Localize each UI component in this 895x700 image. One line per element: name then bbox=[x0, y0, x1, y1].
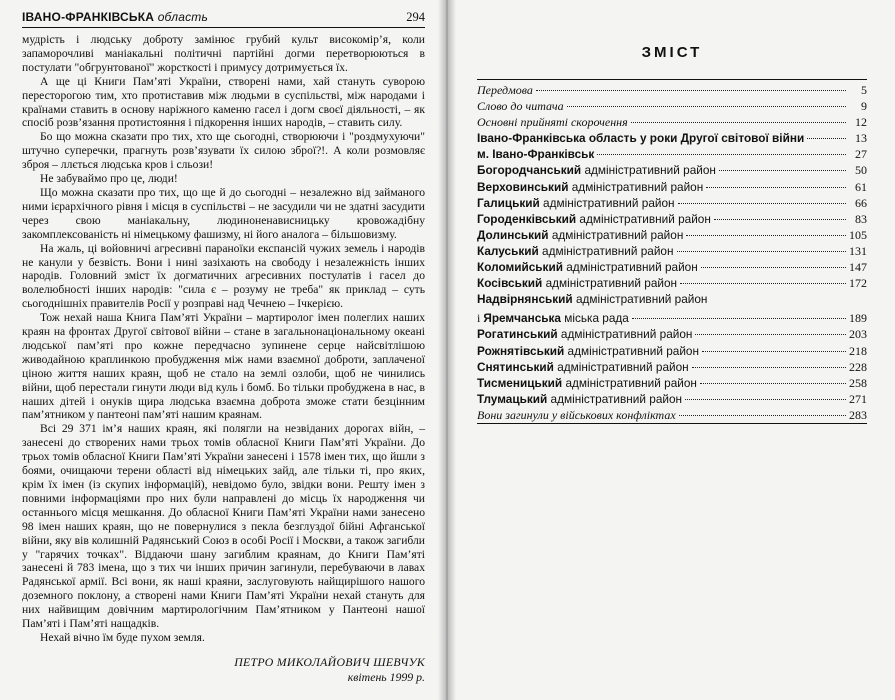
toc-leader-dots bbox=[677, 251, 846, 252]
paragraph: А ще ці Книги Пам’яті України, створені нами, хай стануть суворою пересторогою тим, хто протиставив між людьми в суспільстві, між народами і країнами ставить в основу наріжного каменю гасел і догм своєї діяльності, – як спосіб розв’язання протистояння і підкорення інших народів, – ставить силу. bbox=[22, 74, 425, 130]
toc-leader-dots bbox=[679, 415, 846, 416]
toc-entry[interactable] bbox=[477, 114, 867, 130]
toc-entry-title bbox=[477, 391, 682, 407]
toc-entry-name: Калуський bbox=[477, 243, 539, 258]
toc-entry[interactable] bbox=[477, 391, 867, 407]
paragraph: Не забуваймо про це, люди! bbox=[40, 172, 178, 186]
toc-entry-title bbox=[477, 291, 867, 307]
signature bbox=[22, 655, 425, 685]
toc-entry[interactable] bbox=[477, 82, 867, 98]
toc-leader-dots bbox=[706, 187, 846, 188]
toc-entry-page: 203 bbox=[849, 327, 867, 342]
toc-entry-name: Основні прийняті скорочення bbox=[477, 115, 628, 130]
toc-leader-dots bbox=[700, 383, 846, 384]
signature-name: ПЕТРО МИКОЛАЙОВИЧ ШЕВЧУК bbox=[234, 654, 425, 669]
toc-entry-name: Слово до читача bbox=[477, 99, 564, 114]
toc-leader-dots bbox=[686, 235, 846, 236]
toc-entry-suffix: адміністративний район bbox=[545, 276, 678, 291]
toc-entry-name: Богородчанський bbox=[477, 163, 582, 178]
running-head-region bbox=[22, 10, 208, 24]
toc-entry-page: 105 bbox=[849, 227, 867, 242]
running-head-region-suffix: область bbox=[157, 10, 208, 24]
paragraph: мудрість і людську доброту замінює грубий культ високомір’я, коли запаморочливі маніакальні політичні партійні догми перетворюються в постулати "обгрунтованої" жорсткості і примусу дотримується їх. bbox=[22, 33, 425, 74]
paragraph: Тож нехай наша Книга Пам’яті України – мартиролог імен полеглих наших краян на фронтах Другої світової війни – стане в загальнонаціональному океані людської пам’яті про кожне передчасно зупинене серце найсвітлішою живодайною краплинкою пробудження між нами взаємної доброти, заплаченої ціною життя наших краян, щоб не стало на землі озлоби, щоб не чинились війни, щоб перестали гинути люди від куль і бомб. Бо тільки пробуджена в нас, в наших дітей і онуків щира людська взаємна доброта зможе стати безцінним пам’ятником у пантеоні пам’яті нашим краянам. bbox=[22, 311, 425, 422]
toc-entry-name: Верховинський bbox=[477, 179, 569, 194]
toc-entry-page: 5 bbox=[861, 83, 867, 97]
paragraph: Бо що можна сказати про тих, хто ще сьогодні, створюючи і "роздмухуючи" штучно суперечки, прагнуть розв’язувати їх силою зброї?!. А коли розмовляє зброя – ллється людська кров і сльози! bbox=[22, 130, 425, 172]
toc-entry-prefix: і bbox=[477, 311, 481, 326]
toc-entry-name: м. Івано-Франківськ bbox=[477, 147, 595, 162]
toc-entry[interactable] bbox=[477, 326, 867, 342]
toc-entry-title bbox=[477, 146, 594, 162]
toc-entry[interactable] bbox=[477, 195, 867, 211]
toc-entry-suffix: адміністративний район bbox=[567, 343, 700, 358]
body-text bbox=[22, 33, 425, 645]
toc-entry-suffix: адміністративний район bbox=[550, 391, 683, 406]
toc-entry-title bbox=[477, 98, 564, 114]
toc-entry[interactable] bbox=[477, 407, 867, 423]
toc-entry-name: Долинський bbox=[477, 227, 549, 242]
toc-entry-page: 147 bbox=[849, 260, 867, 275]
toc-entry-name: Рогатинський bbox=[477, 327, 558, 342]
toc-entry-suffix: адміністративний район bbox=[571, 179, 704, 194]
toc-entry-page: 9 bbox=[861, 99, 867, 114]
paragraph: Нехай вічно їм буде пухом земля. bbox=[40, 630, 205, 644]
toc-entry[interactable] bbox=[477, 179, 867, 195]
toc-entry-title bbox=[483, 310, 629, 326]
toc-leader-dots bbox=[701, 267, 846, 268]
toc-entry-page: 50 bbox=[855, 163, 867, 178]
toc-entry-page: 83 bbox=[855, 211, 867, 226]
toc-leader-dots bbox=[719, 170, 846, 171]
book-gutter bbox=[438, 0, 456, 700]
toc-entry-title bbox=[477, 343, 699, 359]
toc-entry-name: Вони загинули у військових конфліктах bbox=[477, 407, 676, 422]
paragraph: На жаль, ці войовничі агресивні параноїки експансій чужих земель і народів не канули у безвість. Вони і нині зазіхають на свободу і незалежність інших народів. Головний зміст їх догматичних агресивних постулатів і гасел до волелюбності інших народів: "сила є – розуму не треба" як приклад – суть сьогоднішніх правителів Росії у розправі над Чечнею – Ічкерією. bbox=[22, 241, 425, 311]
toc-entry-suffix: адміністративний район bbox=[584, 163, 716, 178]
toc-entry-title bbox=[477, 359, 689, 375]
toc-entry-title bbox=[477, 211, 711, 227]
toc-entry-title bbox=[477, 275, 677, 291]
paragraph: Всі 29 371 ім’я наших краян, які полягли на незвіданих дорогах війн, – занесені до створених нами трьох томів обласної Книги Пам’яті України. До трьох томів обласної Книги Пам’яті України занесені і 1578 імен тих, що йшли з боями, очищаючи терени області від німецьких зайд, але тільки ті, про яких, крім їх імен (із скупих інформацій), невідомо було, звідки вони. Решту імен з повними інформаціями про них були направлені до місць їх народження чи останнього місця мешкання. До обласної Книги Пам’яті України нами занесено 98 імен наших краян, що не повернулися з пекла безглуздої бійні Афганської війни, яку вів колишній Радянський Союз в особі Росії і Москви, а також загибли у "гарячих точках". Віддаючи шану загиблим краянам, до Книги Пам’яті занесені й 783 імена, що з тих чи інших причин загинули, перебуваючи в лавах Радянської армії. Всі вони, як наші краяни, заслуговують найщирішого нашого доземного поклону, а створені нами Книги Пам’яті України нехай стануть для них найвищим довічним мартирологічним Пам’ятником у Пантеоні нашої Пам’яті і Пам’яті нащадків. bbox=[22, 422, 425, 631]
toc-entry-name: Косівський bbox=[477, 276, 543, 291]
toc-entry-title bbox=[477, 179, 703, 195]
toc-entry-title bbox=[477, 227, 683, 243]
toc-entry-page: 189 bbox=[849, 311, 867, 326]
toc-leader-dots bbox=[678, 203, 846, 204]
toc-entry[interactable] bbox=[477, 359, 867, 375]
toc-entry-page: 131 bbox=[849, 243, 867, 258]
toc-entry-page: 258 bbox=[849, 375, 867, 390]
toc-entry[interactable] bbox=[477, 162, 867, 178]
toc-entry-page: 12 bbox=[855, 115, 867, 130]
toc-entry-suffix: адміністративний район bbox=[560, 327, 693, 342]
toc-entry-page: 283 bbox=[849, 407, 867, 422]
toc-leader-dots bbox=[567, 106, 846, 107]
toc-entry-suffix: міська рада bbox=[564, 311, 629, 326]
toc-entry-title bbox=[477, 114, 628, 130]
toc-entry-name: Яремчанська bbox=[483, 311, 561, 326]
toc-leader-dots bbox=[536, 90, 846, 91]
toc-entry-suffix: адміністративний район bbox=[575, 292, 708, 307]
toc-entry-suffix: адміністративний район bbox=[566, 260, 698, 275]
toc-entry-page: 172 bbox=[849, 276, 867, 291]
toc-entry-title bbox=[477, 375, 697, 391]
toc-leader-dots bbox=[680, 283, 846, 284]
running-head bbox=[22, 10, 425, 28]
toc-entry-suffix: адміністративний район bbox=[551, 227, 684, 242]
toc-entry-title bbox=[477, 195, 675, 211]
toc-entry-line bbox=[477, 310, 867, 326]
toc-entry[interactable] bbox=[477, 259, 867, 275]
toc-entry-suffix: адміністративний район bbox=[565, 375, 697, 390]
toc-entry[interactable] bbox=[477, 211, 867, 227]
toc-entry-name: Надвірнянський bbox=[477, 292, 573, 307]
toc-entry-name: Тлумацький bbox=[477, 391, 548, 406]
toc-title: ЗМІСТ bbox=[641, 44, 703, 61]
toc-entry-name: Галицький bbox=[477, 195, 540, 210]
toc-entry-page: 271 bbox=[849, 391, 867, 406]
table-of-contents bbox=[477, 79, 867, 424]
toc-leader-dots bbox=[685, 399, 846, 400]
toc-leader-dots bbox=[631, 122, 846, 123]
toc-entry[interactable] bbox=[477, 130, 867, 146]
toc-leader-dots bbox=[702, 351, 846, 352]
toc-entry-page: 66 bbox=[855, 195, 867, 210]
toc-entry-title bbox=[477, 326, 692, 342]
running-head-region-name: ІВАНО-ФРАНКІВСЬКА bbox=[22, 10, 155, 24]
toc-entry-name: Тисменицький bbox=[477, 375, 563, 390]
toc-entry-name: Івано-Франківська область у роки Другої світової війни bbox=[477, 131, 805, 146]
toc-leader-dots bbox=[695, 334, 846, 335]
toc-entry-page: 218 bbox=[849, 343, 867, 358]
toc-entry-suffix: адміністративний район bbox=[543, 195, 675, 210]
toc-leader-dots bbox=[597, 154, 846, 155]
toc-leader-dots bbox=[807, 138, 846, 139]
toc-entry-title bbox=[477, 407, 676, 423]
toc-entry[interactable] bbox=[477, 291, 867, 326]
toc-entry-name: Передмова bbox=[477, 83, 533, 97]
toc-entry-title bbox=[477, 130, 804, 146]
toc-entry-title bbox=[477, 259, 698, 275]
toc-entry[interactable] bbox=[477, 243, 867, 259]
toc-entry-name: Городенківський bbox=[477, 211, 577, 226]
toc-entry[interactable] bbox=[477, 375, 867, 391]
toc-leader-dots bbox=[632, 318, 846, 319]
toc-entry-page: 13 bbox=[855, 131, 867, 146]
toc-entry[interactable] bbox=[477, 227, 867, 243]
toc-entry-page: 27 bbox=[855, 147, 867, 162]
toc-leader-dots bbox=[692, 367, 846, 368]
toc-entry-name: Рожнятівський bbox=[477, 343, 565, 358]
toc-entry-name: Снятинський bbox=[477, 359, 554, 374]
toc-entry-title bbox=[477, 162, 716, 178]
right-page bbox=[447, 0, 895, 700]
toc-entry-suffix: адміністративний район bbox=[542, 243, 674, 258]
signature-date: квітень 1999 р. bbox=[347, 669, 425, 684]
toc-leader-dots bbox=[714, 219, 846, 220]
page-number: 294 bbox=[406, 10, 425, 24]
toc-entry[interactable] bbox=[477, 98, 867, 114]
toc-entry-suffix: адміністративний район bbox=[557, 359, 689, 374]
left-page bbox=[0, 0, 447, 700]
toc-entry[interactable] bbox=[477, 146, 867, 162]
toc-entry-suffix: адміністративний район bbox=[579, 211, 711, 226]
toc-entry-page: 228 bbox=[849, 359, 867, 374]
toc-entry-name: Коломийський bbox=[477, 260, 563, 275]
toc-entry[interactable] bbox=[477, 343, 867, 359]
toc-entry-title bbox=[477, 243, 674, 259]
paragraph: Що можна сказати про тих, що ще й до сьогодні – незалежно від займаного ними ієрархічного рівня і місця в суспільстві – не засудили чи не здатні засудити через свою маніакальну, людиноненависницьку кровожадібну закомплексованість ні німецькому фашизму, ні його аналога – більшовизму. bbox=[22, 185, 425, 241]
toc-entry[interactable] bbox=[477, 275, 867, 291]
toc-entry-title bbox=[477, 82, 533, 98]
toc-entry-page: 61 bbox=[855, 179, 867, 194]
